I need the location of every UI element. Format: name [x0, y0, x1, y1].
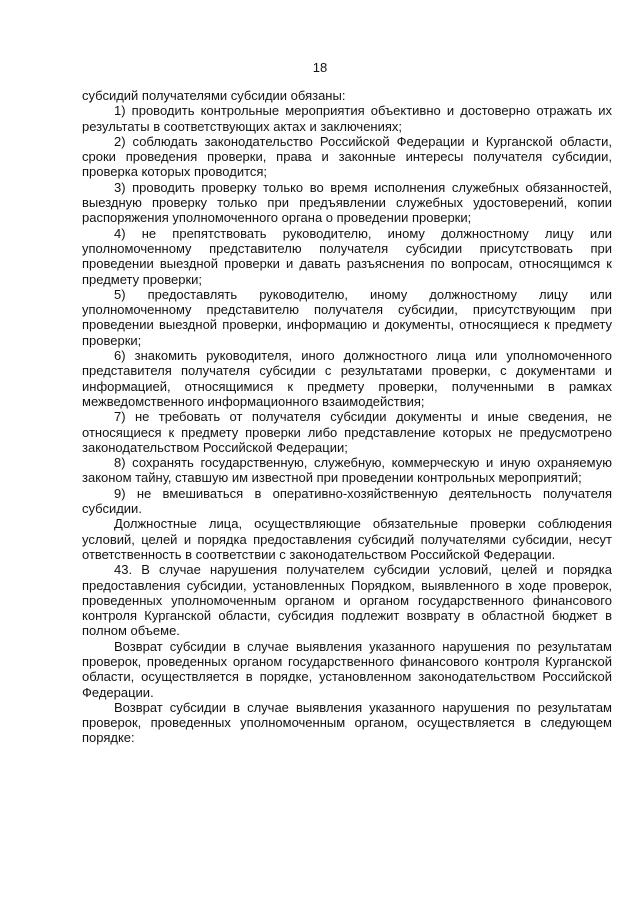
- refund-paragraph-authorized-body: Возврат субсидии в случае выявления указанного нарушения по результатам проверок, проведенных уполномоченным органом, осуществляется в следующем порядке:: [82, 699, 612, 746]
- clause-43-paragraph: 43. В случае нарушения получателем субсидии условий, целей и порядка предоставления субсидии, установленных Порядком, выявленного в ходе проверок, проведенных уполномоченным органом и органом государственного финансового контроля Курганской области, субсидия подлежит возврату в областной бюджет в полном объеме.: [82, 562, 612, 639]
- list-item-4: 4) не препятствовать руководителю, иному должностному лицу или уполномоченному представителю получателя субсидии присутствовать при проведении выездной проверки и давать разъяснения по вопросам, относящимся к предмету проверки;: [82, 225, 612, 287]
- list-item-6: 6) знакомить руководителя, иного должностного лица или уполномоченного представителя получателя субсидии с результатами проверки, с документами и информацией, относящимися к предмету проверки, полученными в рамках межведомственного информационного взаимодействия;: [82, 348, 612, 409]
- list-item-7: 7) не требовать от получателя субсидии документы и иные сведения, не относящиеся к предмету проверки либо представление которых не предусмотрено законодательством Российской Федерации;: [82, 409, 612, 455]
- page-number: 18: [312, 60, 328, 75]
- responsibility-paragraph: Должностные лица, осуществляющие обязательные проверки соблюдения условий, целей и порядка предоставления субсидий получателями субсидии, несут ответственность в соответствии с законодательством Российской Федерации.: [82, 516, 612, 562]
- document-body: [82, 88, 612, 746]
- list-item-8: 8) сохранять государственную, служебную, коммерческую и иную охраняемую законом тайну, ставшую им известной при проведении контрольных мероприятий;: [82, 455, 612, 486]
- list-item-5: 5) предоставлять руководителю, иному должностному лицу или уполномоченному представителю получателя субсидии, присутствующим при проведении выездной проверки, информацию и документы, относящиеся к предмету проверки;: [82, 286, 612, 348]
- refund-paragraph-control-body: Возврат субсидии в случае выявления указанного нарушения по результатам проверок, проведенных органом государственного финансового контроля Курганской области, осуществляется в порядке, установленном законодательством Российской Федерации.: [82, 638, 612, 700]
- list-item-3: 3) проводить проверку только во время исполнения служебных обязанностей, выездную проверку только при предъявлении служебных удостоверений, копии распоряжения уполномоченного органа о проведении проверки;: [82, 179, 612, 226]
- list-item-9: 9) не вмешиваться в оперативно-хозяйственную деятельность получателя субсидии.: [82, 485, 612, 517]
- paragraph-continuation: субсидий получателями субсидии обязаны:: [82, 88, 346, 103]
- list-item-2: 2) соблюдать законодательство Российской Федерации и Курганской области, сроки проведения проверки, права и законные интересы получателя субсидии, проверка которых проводится;: [82, 133, 612, 180]
- list-item-1: 1) проводить контрольные мероприятия объективно и достоверно отражать их результаты в соответствующих актах и заключениях;: [82, 103, 612, 134]
